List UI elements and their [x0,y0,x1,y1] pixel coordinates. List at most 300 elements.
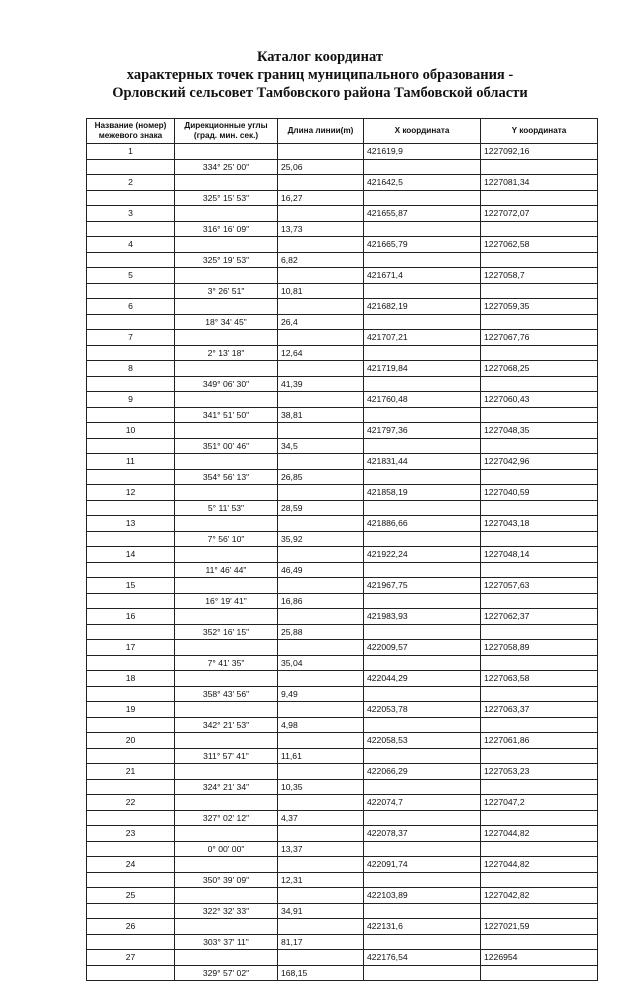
point-length-empty [278,454,364,470]
point-length-empty [278,330,364,346]
segment-angle: 329° 57' 02" [175,965,278,981]
point-angle-empty [175,361,278,377]
segment-name-empty [87,965,175,981]
point-x: 422009,57 [364,640,481,656]
table-row [87,392,598,408]
segment-x-empty [364,655,481,671]
point-length-empty [278,826,364,842]
table-row [87,686,598,702]
segment-angle: 3° 26' 51" [175,283,278,299]
segment-x-empty [364,314,481,330]
segment-name-empty [87,748,175,764]
table-row [87,268,598,284]
document-title [0,48,640,102]
segment-angle: 18° 34' 45" [175,314,278,330]
point-angle-empty [175,857,278,873]
point-length-empty [278,795,364,811]
segment-x-empty [364,841,481,857]
table-row [87,345,598,361]
table-row [87,314,598,330]
table-row [87,640,598,656]
point-length-empty [278,671,364,687]
table-body [87,144,598,981]
table-row [87,779,598,795]
point-angle-empty [175,392,278,408]
point-name: 7 [87,330,175,346]
segment-angle: 350° 39' 09" [175,872,278,888]
point-name: 3 [87,206,175,222]
point-x: 421760,48 [364,392,481,408]
segment-y-empty [481,965,598,981]
segment-name-empty [87,810,175,826]
point-angle-empty [175,454,278,470]
segment-name-empty [87,903,175,919]
point-y: 1227044,82 [481,826,598,842]
segment-name-empty [87,221,175,237]
point-x: 421619,9 [364,144,481,160]
point-x: 421831,44 [364,454,481,470]
table-row [87,857,598,873]
point-name: 2 [87,175,175,191]
point-length-empty [278,361,364,377]
segment-x-empty [364,221,481,237]
point-y: 1227057,63 [481,578,598,594]
point-length-empty [278,888,364,904]
segment-x-empty [364,748,481,764]
segment-y-empty [481,872,598,888]
point-length-empty [278,857,364,873]
table-row [87,903,598,919]
segment-length: 34,5 [278,438,364,454]
segment-length: 11,61 [278,748,364,764]
point-y: 1227040,59 [481,485,598,501]
point-length-empty [278,578,364,594]
segment-angle: 303° 37' 11" [175,934,278,950]
point-y: 1227081,34 [481,175,598,191]
point-angle-empty [175,175,278,191]
point-angle-empty [175,733,278,749]
table-row [87,159,598,175]
segment-length: 81,17 [278,934,364,950]
point-angle-empty [175,516,278,532]
segment-name-empty [87,624,175,640]
segment-name-empty [87,190,175,206]
point-y: 1227068,25 [481,361,598,377]
point-name: 9 [87,392,175,408]
point-length-empty [278,423,364,439]
point-x: 422044,29 [364,671,481,687]
point-angle-empty [175,237,278,253]
segment-length: 26,4 [278,314,364,330]
segment-angle: 316° 16' 09" [175,221,278,237]
point-angle-empty [175,485,278,501]
point-x: 421707,21 [364,330,481,346]
segment-name-empty [87,934,175,950]
point-length-empty [278,764,364,780]
segment-length: 6,82 [278,252,364,268]
segment-y-empty [481,655,598,671]
table-row [87,423,598,439]
table-row [87,593,598,609]
point-y: 1227059,35 [481,299,598,315]
segment-length: 34,91 [278,903,364,919]
table-row [87,655,598,671]
segment-length: 38,81 [278,407,364,423]
segment-length: 10,35 [278,779,364,795]
table-row [87,516,598,532]
segment-y-empty [481,438,598,454]
segment-angle: 16° 19' 41" [175,593,278,609]
point-angle-empty [175,423,278,439]
point-x: 421642,5 [364,175,481,191]
header-y: Y координата [481,119,598,144]
point-y: 1227062,58 [481,237,598,253]
table-row [87,934,598,950]
title-line-1: Каталог координат [256,49,384,65]
segment-angle: 349° 06' 30" [175,376,278,392]
table-row [87,826,598,842]
segment-y-empty [481,779,598,795]
segment-x-empty [364,593,481,609]
segment-y-empty [481,686,598,702]
table-row [87,330,598,346]
header-name: Название (номер) межевого знака [87,119,175,144]
segment-angle: 7° 56' 10" [175,531,278,547]
segment-length: 35,92 [278,531,364,547]
segment-y-empty [481,469,598,485]
point-name: 17 [87,640,175,656]
segment-length: 16,86 [278,593,364,609]
segment-x-empty [364,469,481,485]
point-length-empty [278,392,364,408]
point-y: 1227067,76 [481,330,598,346]
point-y: 1227058,7 [481,268,598,284]
point-y: 1227048,35 [481,423,598,439]
segment-x-empty [364,190,481,206]
table-row [87,671,598,687]
point-y: 1227047,2 [481,795,598,811]
table-header-row [87,119,598,144]
segment-y-empty [481,190,598,206]
header-angle: Дирекционные углы (град. мин. сек.) [175,119,278,144]
point-angle-empty [175,268,278,284]
segment-length: 168,15 [278,965,364,981]
point-name: 19 [87,702,175,718]
segment-x-empty [364,810,481,826]
segment-name-empty [87,593,175,609]
segment-name-empty [87,841,175,857]
point-name: 8 [87,361,175,377]
table-row [87,547,598,563]
point-angle-empty [175,330,278,346]
point-angle-empty [175,299,278,315]
table-row [87,733,598,749]
point-length-empty [278,268,364,284]
table-row [87,175,598,191]
point-y: 1227058,89 [481,640,598,656]
point-x: 421886,66 [364,516,481,532]
point-name: 4 [87,237,175,253]
point-angle-empty [175,578,278,594]
segment-name-empty [87,407,175,423]
point-y: 1226954 [481,950,598,966]
title-line-2: характерных точек границ муниципального образования - [126,67,514,83]
point-x: 421797,36 [364,423,481,439]
table-row [87,919,598,935]
point-y: 1227042,82 [481,888,598,904]
segment-length: 25,88 [278,624,364,640]
point-name: 5 [87,268,175,284]
segment-y-empty [481,159,598,175]
segment-x-empty [364,345,481,361]
segment-angle: 325° 15' 53" [175,190,278,206]
segment-x-empty [364,624,481,640]
point-y: 1227021,59 [481,919,598,935]
point-length-empty [278,144,364,160]
point-angle-empty [175,888,278,904]
segment-angle: 2° 13' 18" [175,345,278,361]
table-row [87,748,598,764]
segment-length: 13,73 [278,221,364,237]
segment-length: 12,31 [278,872,364,888]
point-y: 1227063,58 [481,671,598,687]
segment-y-empty [481,810,598,826]
table-row [87,221,598,237]
point-x: 421671,4 [364,268,481,284]
segment-name-empty [87,252,175,268]
table-row [87,361,598,377]
segment-angle: 7° 41' 35" [175,655,278,671]
point-name: 15 [87,578,175,594]
point-x: 421719,84 [364,361,481,377]
table-row [87,950,598,966]
point-name: 18 [87,671,175,687]
coordinates-table [86,118,598,981]
segment-x-empty [364,965,481,981]
segment-length: 10,81 [278,283,364,299]
point-name: 6 [87,299,175,315]
point-length-empty [278,206,364,222]
segment-x-empty [364,252,481,268]
segment-angle: 5° 11' 53" [175,500,278,516]
segment-y-empty [481,221,598,237]
point-y: 1227042,96 [481,454,598,470]
point-x: 422176,54 [364,950,481,966]
point-angle-empty [175,950,278,966]
segment-y-empty [481,283,598,299]
segment-angle: 322° 32' 33" [175,903,278,919]
segment-angle: 327° 02' 12" [175,810,278,826]
point-y: 1227053,23 [481,764,598,780]
point-angle-empty [175,206,278,222]
segment-x-empty [364,438,481,454]
segment-x-empty [364,407,481,423]
segment-length: 25,06 [278,159,364,175]
segment-name-empty [87,872,175,888]
point-name: 11 [87,454,175,470]
table-row [87,252,598,268]
point-angle-empty [175,609,278,625]
point-x: 421665,79 [364,237,481,253]
point-angle-empty [175,795,278,811]
segment-angle: 354° 56' 13" [175,469,278,485]
point-length-empty [278,485,364,501]
point-name: 27 [87,950,175,966]
segment-name-empty [87,562,175,578]
table-row [87,190,598,206]
table-row [87,438,598,454]
segment-x-empty [364,159,481,175]
segment-angle: 352° 16' 15" [175,624,278,640]
segment-name-empty [87,159,175,175]
segment-angle: 341° 51' 50" [175,407,278,423]
header-x: X координата [364,119,481,144]
point-angle-empty [175,702,278,718]
segment-length: 46,49 [278,562,364,578]
segment-y-empty [481,252,598,268]
segment-y-empty [481,748,598,764]
segment-angle: 311° 57' 41" [175,748,278,764]
segment-name-empty [87,686,175,702]
segment-name-empty [87,376,175,392]
segment-length: 28,59 [278,500,364,516]
table-row [87,795,598,811]
segment-length: 13,37 [278,841,364,857]
point-angle-empty [175,144,278,160]
point-y: 1227044,82 [481,857,598,873]
point-length-empty [278,733,364,749]
point-length-empty [278,702,364,718]
segment-length: 35,04 [278,655,364,671]
segment-y-empty [481,345,598,361]
segment-name-empty [87,345,175,361]
table-row [87,283,598,299]
point-x: 421967,75 [364,578,481,594]
segment-angle: 358° 43' 56" [175,686,278,702]
point-y: 1227060,43 [481,392,598,408]
point-length-empty [278,299,364,315]
point-y: 1227061,86 [481,733,598,749]
segment-y-empty [481,903,598,919]
point-angle-empty [175,671,278,687]
table-row [87,888,598,904]
point-angle-empty [175,919,278,935]
segment-angle: 342° 21' 53" [175,717,278,733]
segment-x-empty [364,686,481,702]
segment-y-empty [481,934,598,950]
header-length: Длина линии(m) [278,119,364,144]
segment-y-empty [481,624,598,640]
table-row [87,965,598,981]
point-y: 1227092,16 [481,144,598,160]
segment-length: 41,39 [278,376,364,392]
table-row [87,764,598,780]
table-row [87,376,598,392]
segment-y-empty [481,841,598,857]
point-length-empty [278,547,364,563]
segment-length: 26,85 [278,469,364,485]
point-length-empty [278,516,364,532]
segment-length: 4,37 [278,810,364,826]
table-row [87,872,598,888]
segment-length: 9,49 [278,686,364,702]
table-row [87,469,598,485]
point-name: 26 [87,919,175,935]
segment-name-empty [87,438,175,454]
point-name: 14 [87,547,175,563]
point-y: 1227043,18 [481,516,598,532]
segment-angle: 324° 21' 34" [175,779,278,795]
point-name: 1 [87,144,175,160]
segment-angle: 0° 00' 00" [175,841,278,857]
segment-name-empty [87,283,175,299]
point-x: 422066,29 [364,764,481,780]
point-length-empty [278,237,364,253]
point-name: 25 [87,888,175,904]
segment-name-empty [87,500,175,516]
point-length-empty [278,950,364,966]
table-row [87,237,598,253]
point-x: 421983,93 [364,609,481,625]
point-x: 422074,7 [364,795,481,811]
point-x: 422103,89 [364,888,481,904]
segment-angle: 11° 46' 44" [175,562,278,578]
point-name: 10 [87,423,175,439]
segment-angle: 325° 19' 53" [175,252,278,268]
point-name: 16 [87,609,175,625]
segment-x-empty [364,779,481,795]
table-row [87,206,598,222]
segment-y-empty [481,717,598,733]
point-name: 12 [87,485,175,501]
point-y: 1227072,07 [481,206,598,222]
segment-x-empty [364,872,481,888]
segment-length: 16,27 [278,190,364,206]
point-angle-empty [175,640,278,656]
table-row [87,144,598,160]
segment-x-empty [364,562,481,578]
point-length-empty [278,175,364,191]
table-row [87,299,598,315]
point-x: 422053,78 [364,702,481,718]
segment-x-empty [364,934,481,950]
segment-y-empty [481,593,598,609]
segment-length: 12,64 [278,345,364,361]
point-length-empty [278,609,364,625]
segment-length: 4,98 [278,717,364,733]
table-row [87,454,598,470]
segment-x-empty [364,500,481,516]
point-name: 21 [87,764,175,780]
table-row [87,500,598,516]
point-x: 422091,74 [364,857,481,873]
segment-name-empty [87,717,175,733]
point-name: 23 [87,826,175,842]
segment-angle: 351° 00' 46" [175,438,278,454]
point-name: 13 [87,516,175,532]
table-row [87,717,598,733]
point-x: 422058,53 [364,733,481,749]
table-row [87,702,598,718]
segment-x-empty [364,717,481,733]
point-angle-empty [175,547,278,563]
segment-name-empty [87,779,175,795]
point-angle-empty [175,826,278,842]
point-length-empty [278,640,364,656]
point-x: 421858,19 [364,485,481,501]
point-y: 1227048,14 [481,547,598,563]
table-row [87,531,598,547]
